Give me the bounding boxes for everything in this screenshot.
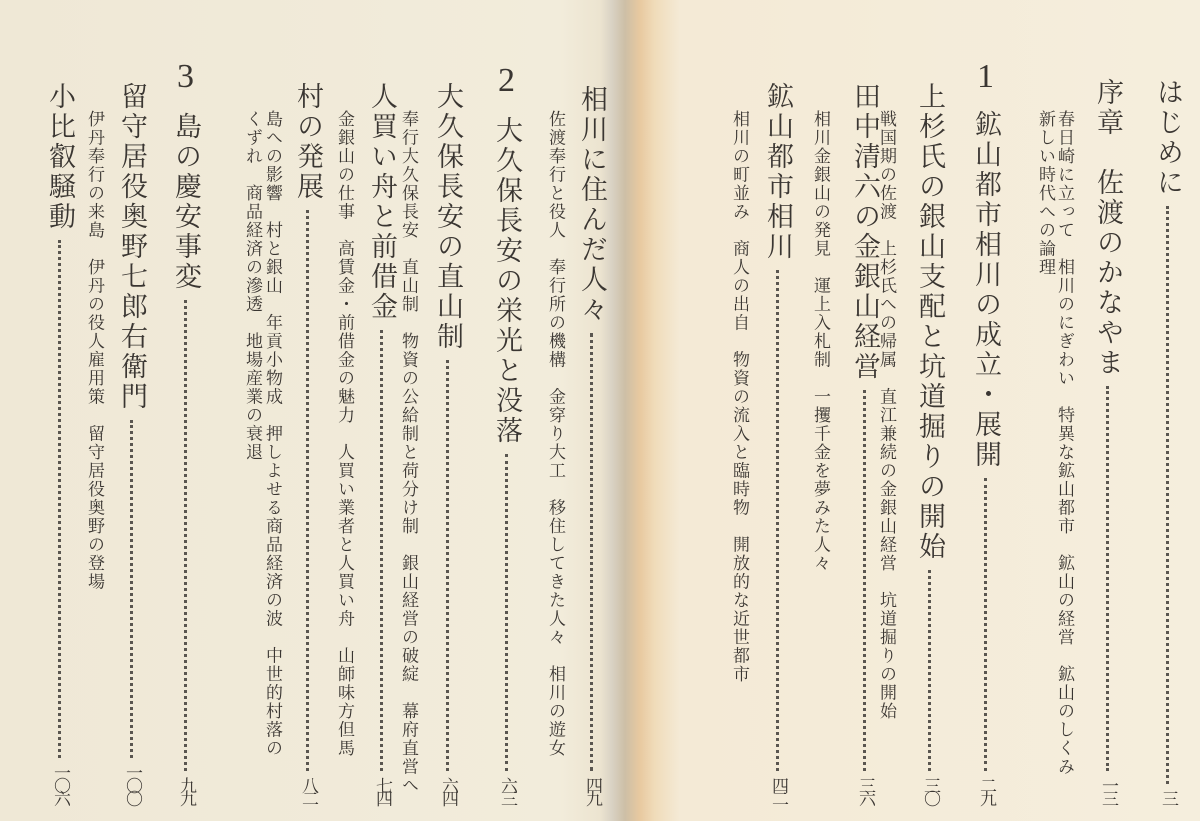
page-number: 六四 [438, 777, 458, 803]
dot-leader [776, 270, 779, 771]
part-title: 鉱山都市相川の成立・展開 [970, 110, 1001, 470]
toc-entry-okuno[interactable] [112, 82, 151, 803]
toc-entry-aikawa-people[interactable] [572, 85, 611, 803]
toc-part-3[interactable] [166, 58, 205, 803]
topics-line: 島への影響 村と銀山 年貢小物成 押しよせる商品経済の波 中世的村落の [262, 110, 282, 758]
toc-part-2[interactable] [487, 62, 526, 803]
toc-entry-uesugi[interactable] [910, 82, 949, 803]
dot-leader [505, 454, 508, 771]
topics-line: 春日崎に立って 相川のにぎわい 特異な鉱山都市 鉱山の経営 鉱山のしくみ [1054, 110, 1074, 776]
page-number: 四九 [582, 777, 602, 803]
entry-title: 大久保長安の直山制 [432, 82, 463, 352]
dot-leader [928, 570, 931, 771]
dot-leader [1106, 386, 1109, 771]
dot-leader [380, 330, 383, 771]
part-number: 2 [498, 62, 515, 99]
toc-entry-hitokai[interactable] [362, 82, 401, 803]
part-title: 島の慶安事変 [170, 112, 201, 292]
dot-leader [863, 390, 866, 771]
page-number: 九九 [176, 777, 196, 803]
page-number: 三六 [855, 777, 875, 803]
page-number: 三〇 [920, 777, 940, 803]
topics-line: くずれ 商品経済の滲透 地場産業の衰退 [242, 110, 262, 462]
toc-entry-tanaka[interactable] [845, 82, 884, 803]
part-number: 3 [177, 58, 194, 95]
topics-line: 相川金銀山の発見 運上入札制 一攫千金を夢みた人々 [810, 110, 830, 573]
entry-title: 鉱山都市相川 [762, 82, 793, 262]
topics-line: 新しい時代への論理 [1035, 110, 1055, 277]
toc-part-1[interactable] [966, 58, 1005, 803]
page-number: 六三 [497, 777, 517, 803]
page-number: 一〇六 [50, 764, 70, 803]
dot-leader [58, 240, 61, 758]
page-number: 四二 [768, 777, 788, 803]
toc-entry-hajimeni[interactable] [1148, 78, 1187, 803]
dot-leader [306, 210, 309, 771]
topics-line: 相川の町並み 商人の出自 物資の流入と臨時物 開放的な近世都市 [729, 110, 749, 684]
entry-title: はじめに [1152, 78, 1183, 198]
topics-line: 戦国期の佐渡 上杉氏への帰属 直江兼続の金銀山経営 坑道掘りの開始 [876, 110, 896, 721]
entry-title: 上杉氏の銀山支配と坑道掘りの開始 [914, 82, 945, 562]
page-number: 八二 [298, 777, 318, 803]
topics-line: 奉行大久保長安 直山制 物資の公給制と荷分け制 銀山経営の破綻 幕府直営へ [398, 110, 418, 795]
entry-title: 相川に住んだ人々 [576, 85, 607, 325]
entry-title: 小比叡騒動 [44, 82, 75, 232]
entry-title: 人買い舟と前借金 [366, 82, 397, 322]
entry-title: 田中清六の金銀山経営 [849, 82, 880, 382]
page-number: 一三 [1098, 777, 1118, 803]
topics-line: 伊丹奉行の来島 伊丹の役人雇用策 留守居役奥野の登場 [84, 110, 104, 591]
page-number: 三 [1158, 790, 1178, 803]
toc-entry-jikiyama[interactable] [428, 82, 467, 803]
dot-leader [446, 360, 449, 771]
dot-leader [984, 478, 987, 771]
toc-entry-kozan-toshi[interactable] [758, 82, 797, 803]
dot-leader [590, 333, 593, 771]
part-number: 1 [977, 58, 994, 95]
topics-line: 佐渡奉行と役人 奉行所の機構 金穿り大工 移住してきた人々 相川の遊女 [545, 110, 565, 758]
dot-leader [130, 420, 133, 758]
page-number: 二九 [976, 777, 996, 803]
part-title: 大久保長安の栄光と没落 [491, 116, 522, 446]
toc-entry-josho[interactable] [1088, 78, 1127, 803]
dot-leader [184, 300, 187, 771]
page-number: 一〇〇 [122, 764, 142, 803]
topics-line: 金銀山の仕事 高賃金・前借金の魅力 人買い業者と人買い舟 山師味方但馬 [334, 110, 354, 758]
entry-title: 序章 佐渡のかなやま [1092, 78, 1123, 378]
entry-title: 留守居役奥野七郎右衛門 [116, 82, 147, 412]
entry-title: 村の発展 [292, 82, 323, 202]
toc-entry-mura[interactable] [288, 82, 327, 803]
dot-leader [1166, 206, 1169, 784]
page-number: 七四 [372, 777, 392, 803]
toc-entry-kobie[interactable] [40, 82, 79, 803]
